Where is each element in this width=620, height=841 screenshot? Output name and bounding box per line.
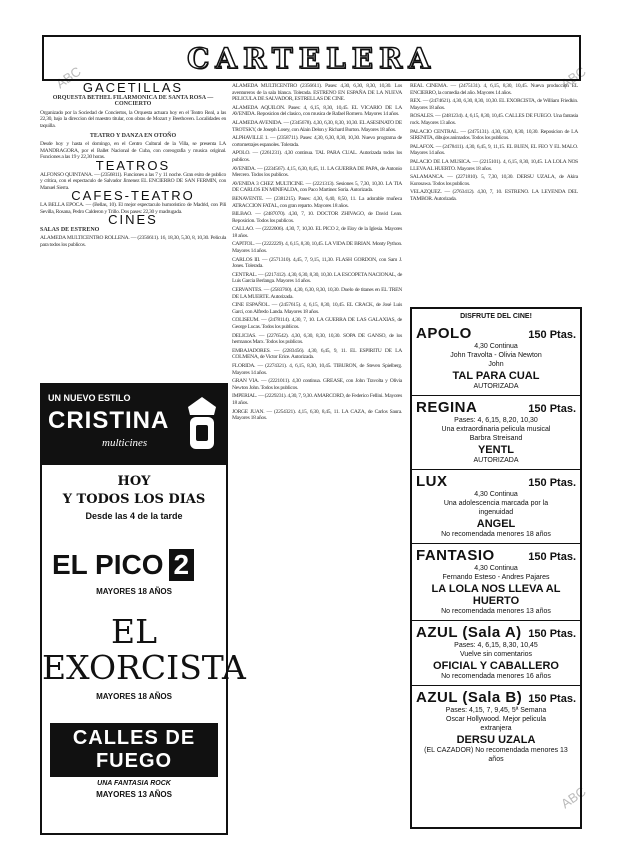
cinema-header-row: [416, 547, 576, 564]
film-calles-de-fuego: CALLES DE FUEGO: [50, 723, 218, 777]
cinema-header-row: [416, 473, 576, 490]
listing-entry: EMBAJADORES. — (2283456). 4,30, 6,45, 9, 11. EL ESPIRITU DE LA COLMENA, de Victor Erice. Autorizada.: [232, 347, 402, 361]
listing-entry: BILBAO. — (2487070). 4,30, 7, 10. DOCTOR ZHIVAGO, de David Lean. Reposicion. Todos los publicos.: [232, 211, 402, 224]
cinema-list-header: DISFRUTE DEL CINE!: [460, 313, 532, 320]
listing-entry: CENTRAL. — (2217412). 4,30, 6,30, 8,30, 10,30. LA ESCOPETA NACIONAL, de Luis Garcia Berlanga. Mayores 14 años.: [232, 271, 402, 285]
cinema-name: AZUL (Sala A): [416, 624, 522, 641]
cinema-info-line: 4,30 Continua: [474, 491, 518, 498]
teatros-text: ALFONSO QUINTANA. — (2356811). Funciones a las 7 y 11 noche. Gran exito de publico y critica, con el espectaculo de Salvador Jimenez EL ENCIERRO DE SAN FERMIN, con Manuel Sierra.: [40, 171, 226, 191]
listing-entry: CAPITOL. — (2222229). 4, 6,15, 8,30, 10,45. LA VIDA DE BRIAN. Monty Python. Mayores 14 años.: [232, 241, 402, 255]
listing-entry: CERVANTES. — (2583760). 4,30, 6,30, 8,30, 10,30. Duelo de titanes en EL TREN DE LA MUERTE. Autorizada.: [232, 287, 402, 300]
cinema-info-line: John Travolta - Olivia Newton: [450, 352, 542, 359]
cristina-name: CRISTINA: [48, 407, 170, 434]
crest-icon: [184, 393, 220, 457]
cinema-info-line: Pases: 4, 6,15, 8,20, 10,30: [454, 417, 538, 424]
cinema-name: FANTASIO: [416, 547, 495, 564]
cinema-info-line: Vuelve sin comentarios: [459, 651, 533, 658]
teatros-heading: TEATROS: [95, 157, 171, 173]
watermark: ABC: [558, 783, 589, 812]
cinema-header-row: [416, 624, 576, 641]
middle-column: [232, 83, 402, 424]
listing-entry: DELICIAS. — (2276542). 4,30, 6,30, 8,30, 10,30. SOPA DE GANSO, de los hermanos Marx. Todos los publicos.: [232, 332, 402, 346]
cinema-film-title: ANGEL: [476, 518, 516, 530]
cinema-header-row: [416, 689, 576, 706]
cinema-name: LUX: [416, 473, 448, 490]
cinema-entry: [412, 469, 580, 543]
cafes-heading: CAFES-TEATRO: [71, 188, 195, 204]
cinema-info-line: 4,30 Continua: [474, 565, 518, 572]
left-column: [40, 80, 226, 250]
cinema-list-ad: [410, 307, 582, 829]
listing-entry: GRAN VIA. — (2221011). 4,30 continua. GREASE, con John Travolta y Olivia Newton John. Todos los publicos.: [232, 378, 402, 391]
cines-text: ALAMEDA MULTICENTRO ROLLENA. — (2356611). 16, 18,30, 5,30, 8, 10,30. Pelicula para todos los publicos.: [40, 235, 226, 248]
cinema-entry: [412, 322, 580, 395]
film-el-pico-title: EL PICO: [52, 549, 164, 580]
listing-entry: COLISEUM. — (2478114). 4,30, 7, 10. LA GUERRA DE LAS GALAXIAS, de George Lucas. Todos los publicos.: [232, 317, 402, 330]
gacetillas-paragraph: Organizado por la Sociedad de Conciertos, la Orquesta actuara hoy en el Teatro Real, a las 22,30, bajo la direccion del maestro titular, con obras de Mozart y Beethoven. Localidades en taquilla.: [40, 109, 226, 129]
watermark: ABC: [53, 63, 84, 92]
film-exorcista-line1: EL: [110, 612, 157, 651]
cristina-header: [42, 385, 226, 465]
cinema-info-line: Barbra Streisand: [469, 435, 523, 442]
film-el-pico-number: 2: [169, 549, 195, 581]
cinema-info-line: Oscar Hollywood. Mejor pelicula: [446, 716, 546, 723]
cinema-film-title: YENTL: [477, 444, 515, 456]
cinema-info-line: Una adolescencia marcada por la: [443, 500, 549, 507]
cinema-info-line: Pases: 4, 6,15, 8,30, 10,45: [454, 642, 538, 649]
desde-text: Desde las 4 de la tarde: [85, 511, 183, 521]
listing-entry: CINE ESPAÑOL. — (2457615). 4, 6,15, 8,30, 10,45. EL CRACK, de José Luis Garci, con Alfredo Landa. Mayores 18 años.: [232, 302, 402, 315]
hoy-text: HOY: [117, 474, 151, 489]
cinema-info-line: extranjera: [480, 725, 512, 732]
listing-entry: FLORIDA. — (2274321). 4, 6,15, 8,30, 10,45. TIBURON, de Steven Spielberg. Mayores 14 años.: [232, 362, 402, 376]
hoy-line: [42, 473, 226, 509]
cinema-price: 150 Ptas.: [528, 477, 576, 489]
gacetillas-subheading: ORQUESTA BETHEL FILARMONICA DE SANTA ROSA — CONCIERTO: [52, 94, 214, 108]
cines-subheading: SALAS DE ESTRENO: [40, 226, 100, 233]
film-calles-tag: UNA FANTASIA ROCK: [97, 780, 171, 787]
listing-entry: APOLO. — (2261231). 4,30 continua. TAL PARA CUAL. Autorizada todos los publicos.: [232, 150, 402, 163]
listing-entry: PALACIO CENTRAL. — (2475131). 4,30, 6,30, 8,30, 10,30. Reposicion de LA SIRENITA, dibujos animados. Todos los publicos.: [410, 128, 578, 142]
cinema-info-line: ingenuidad: [478, 509, 514, 516]
cinema-info-line: 4,30 Continua: [474, 343, 518, 350]
cinema-entry: [412, 543, 580, 620]
cinema-film-title: OFICIAL Y CABALLERO: [433, 660, 559, 672]
gacetillas-paragraph-2: Desde hoy y hasta el domingo, en el Centro Cultural de la Villa, se presenta LA MANDRAGORA, por el Ballet Nacional de Cuba, con coreografia y musica original. Funciones a las 19 y 22,30 horas.: [40, 141, 226, 161]
film-el-pico-rating: MAYORES 18 AÑOS: [96, 587, 172, 596]
gacetillas-subheading-2: TEATRO Y DANZA EN OTOÑO: [89, 132, 177, 139]
cinema-film-title: LA LOLA NOS LLEVA AL HUERTO: [431, 583, 561, 607]
cinema-price: 150 Ptas.: [528, 551, 576, 563]
film-exorcista-rating: MAYORES 18 AÑOS: [96, 692, 172, 701]
cinema-entry: [412, 685, 580, 768]
cinema-info-line: John: [488, 361, 504, 368]
right-column: [410, 83, 578, 205]
listing-entry: AVENIDA 3 CHEZ MULTICINE. — (2221313). Sesiones 5, 7,30, 10,30. LA TIA DE CARLOS EN MINIFALDA, con Paco Martinez Soria. Autorizada.: [232, 180, 402, 194]
gacetillas-heading: GACETILLAS: [82, 80, 184, 95]
cinema-price: 150 Ptas.: [528, 628, 576, 640]
cinema-header-row: [416, 399, 576, 416]
cinema-price: 150 Ptas.: [528, 403, 576, 415]
listing-entry: REX. — (2474621). 4,30, 6,30, 8,30, 10,30. EL EXORCISTA, de William Friedkin. Mayores 18 años.: [410, 98, 578, 111]
cinema-header-row: [416, 325, 576, 342]
cristina-footer: multicines: [102, 437, 148, 449]
cinema-entry: [412, 395, 580, 469]
cinema-price: 150 Ptas.: [528, 329, 576, 341]
listing-entry: REAL CINEMA. — (2475131). 4, 6,15, 8,30, 10,45. Nueva produccion EL ENCIERRO, la comedia del año. Mayores 14 años.: [410, 83, 578, 96]
cinema-name: APOLO: [416, 325, 472, 342]
cinema-rating: AUTORIZADA: [473, 457, 519, 464]
listing-entry: ALPHAVILLE 1. — (2358711). Pases: 4,30, 6,30, 8,30, 10,30. Nuevo programa de cortometrajes espanoles. Tolerada.: [232, 135, 402, 148]
listing-entry: CALLAO. — (2222006). 4,30, 7, 10,30. EL PICO 2, de Eloy de la Iglesia. Mayores 18 años.: [232, 226, 402, 239]
listing-entry: BENAVENTE. — (2381215). Pases: 4,30, 6,40, 8,50, 11. La adorable muñeca ATRACCION FATAL, con gran reparto. Mayores 18 años.: [232, 195, 402, 209]
listing-entry: PALACIO DE LA MUSICA. — (2215101). 4, 6,15, 8,30, 10,45. LA LOLA NOS LLEVA AL HUERTO. Mayores 18 años.: [410, 158, 578, 172]
todos-text: Y TODOS LOS DIAS: [62, 492, 206, 507]
cinema-info-line: Fernando Esteso - Andres Pajares: [442, 574, 550, 581]
listing-entry: ROSALES. — (2481234). 4, 6,15, 8,30, 10,45. CALLES DE FUEGO. Una fantasia rock. Mayores 13 años.: [410, 113, 578, 126]
cinema-info-line: Pases: 4,15, 7, 9,45, 5ª Semana: [445, 707, 547, 714]
cristina-tagline: UN NUEVO ESTILO: [48, 393, 131, 403]
cinema-film-title: DERSU UZALA: [456, 734, 536, 746]
cinema-rating: AUTORIZADA: [473, 383, 519, 390]
cinema-rating: (EL CAZADOR) No recomendada menores 13 años: [424, 747, 568, 763]
cinema-rating: No recomendada menores 18 años: [441, 531, 551, 538]
film-exorcista-line2: EXORCISTA: [42, 648, 246, 687]
listing-entry: PALAFOX. — (2478411). 4,30, 6,45, 9, 11,15. EL BUEN, EL FEO Y EL MALO. Mayores 14 años.: [410, 143, 578, 157]
cafes-text: LA BELLA EPOCA. — (Bellas, 10). El mejor espectaculo humoristico de Madrid, con Pili Sevilla, Rosana, Pedro Calderon y Trillo. Dos pases: 22,30 y madrugada.: [40, 201, 226, 215]
page-title: CARTELERA: [187, 41, 436, 75]
listing-entry: CARLOS III. — (2571310). 4,45, 7, 9,15, 11,30. FLASH GORDON, con Sam J. Jones. Tolerada.: [232, 256, 402, 270]
cinema-price: 150 Ptas.: [528, 693, 576, 705]
watermark: ABC: [558, 63, 589, 92]
listing-entry: JORGE JUAN. — (2254321). 4,15, 6,30, 8,45, 11. LA CAZA, de Carlos Saura. Mayores 18 años.: [232, 408, 402, 422]
cinema-rating: No recomendada menores 13 años: [441, 608, 551, 615]
cines-heading: CINES: [108, 212, 158, 228]
film-el-pico: [52, 549, 226, 581]
listing-entry: AVENIDA. — (2234567). 4,15, 6,30, 8,45, 11. LA GUERRA DE PAPA, de Antonio Mercero. Todos los publicos.: [232, 165, 402, 179]
listing-entry: IMPERIAL. — (2229231). 4,30, 7, 9,30. AMARCORD, de Federico Fellini. Mayores 18 años.: [232, 393, 402, 406]
masthead: [42, 35, 581, 81]
cristina-ad: [40, 383, 246, 835]
cinema-film-title: TAL PARA CUAL: [452, 370, 540, 382]
cinema-info-line: Una extraordinaria pelicula musical: [441, 426, 551, 433]
listing-entry: ALAMEDA MULTICENTRO (2356611). Pases: 4,30, 6,30, 8,30, 10,30. Los aventureros de la sala blanca. Tolerada. ESTRENO EN ESPAÑA DE LA NUEVA PELICULA DE SALVADOR, ESTRELLAS DE CINE.: [232, 83, 402, 103]
film-calles-rating: MAYORES 13 AÑOS: [96, 790, 172, 799]
cinema-name: AZUL (Sala B): [416, 689, 523, 706]
cinema-name: REGINA: [416, 399, 478, 416]
listing-entry: ALAMEDA AVENIDA. — (2345678). 4,30, 6,30, 8,30, 10,30. EL ASESINATO DE TROTSKY, de Joseph Losey, con Alain Delon y Richard Burton. Mayores 18 años.: [232, 119, 402, 133]
listing-entry: VELAZQUEZ. — (2763412). 4,30, 7, 10. ESTRENO. LA LEYENDA DEL TAMBOR. Autorizada.: [410, 189, 578, 202]
listing-entry: SALAMANCA. — (2271810). 5, 7,30, 10,30. DERSU UZALA, de Akira Kurosawa. Todos los publicos.: [410, 174, 578, 187]
cinema-entry: [412, 620, 580, 685]
film-exorcista: [42, 612, 246, 687]
listing-entry: ALAMEDA AQUILON. Pases: 4, 6,15, 8,30, 10,45. EL VICARIO DE LA AVENIDA. Reposicion del clasico, con musica de Rafael Romero. Mayores 14 años.: [232, 104, 402, 118]
cinema-rating: No recomendada menores 16 años: [441, 673, 551, 680]
cinema-list: [412, 322, 580, 768]
